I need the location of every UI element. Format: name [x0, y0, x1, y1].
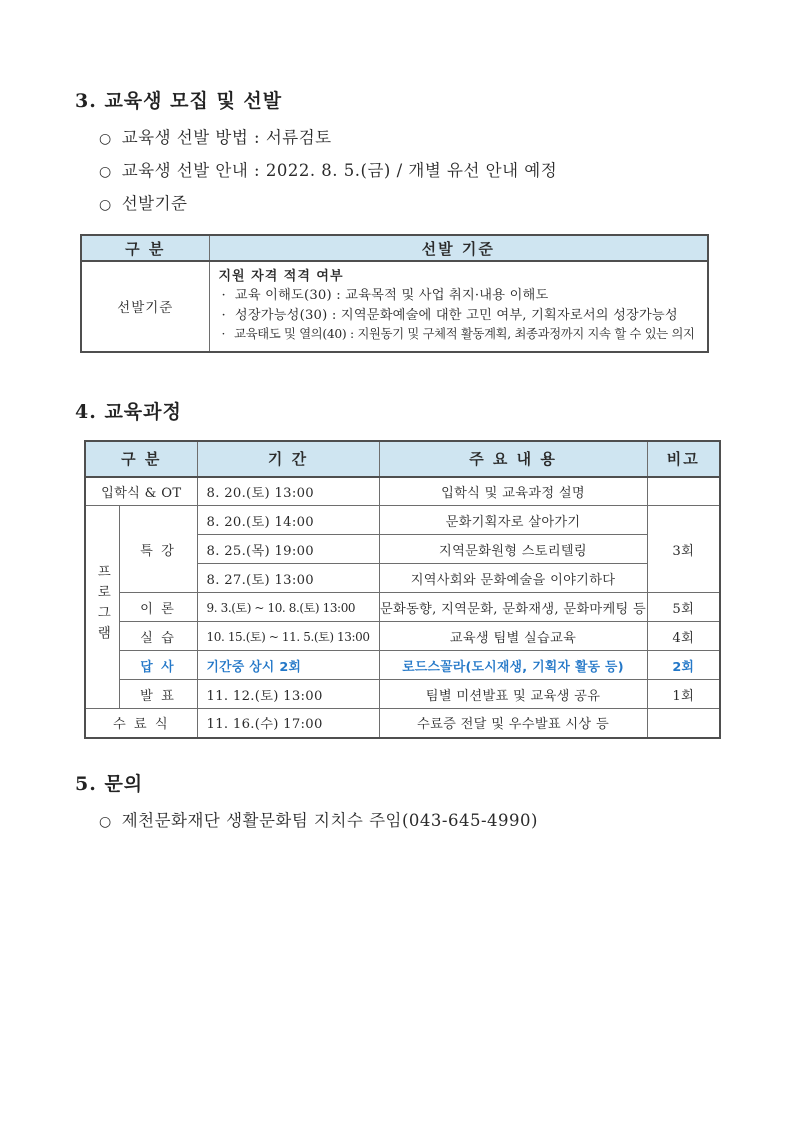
selection-criteria-table	[80, 234, 709, 353]
row-theory	[85, 593, 720, 622]
row-lecture-1	[85, 506, 720, 535]
row-completion-ceremony	[85, 709, 720, 738]
circle-bullet-icon: ○	[99, 131, 112, 147]
bullet-text: 선발기준	[121, 194, 188, 213]
dot-bullet-icon: ·	[221, 307, 226, 323]
content-cell: 교육생 팀별 실습교육	[379, 622, 647, 651]
section4-heading: 4. 교육과정	[75, 400, 182, 423]
header-category: 구 분	[81, 235, 209, 261]
period-cell: 기간중 상시 2회	[197, 651, 379, 680]
content-cell: 로드스꼴라(도시재생, 기획자 활동 등)	[379, 651, 647, 680]
table-header-row	[85, 441, 720, 477]
circle-bullet-icon: ○	[99, 197, 112, 213]
period-cell: 8. 20.(토) 14:00	[197, 506, 379, 535]
content-cell: 입학식 및 교육과정 설명	[379, 477, 647, 506]
content-cell: 지역문화원형 스토리텔링	[379, 535, 647, 564]
header-note: 비고	[647, 441, 720, 477]
criteria-item	[219, 286, 699, 306]
bullet-selection-notice	[99, 155, 722, 188]
note-cell: 5회	[647, 593, 720, 622]
row-label: 답 사	[119, 651, 197, 680]
dot-bullet-icon: ·	[221, 327, 226, 341]
note-cell: 2회	[647, 651, 720, 680]
header-criteria: 선발 기준	[209, 235, 708, 261]
row-label: 이 론	[119, 593, 197, 622]
content-cell: 수료증 전달 및 우수발표 시상 등	[379, 709, 647, 738]
content-cell: 팀별 미션발표 및 교육생 공유	[379, 680, 647, 709]
row-presentation	[85, 680, 720, 709]
bullet-selection-criteria	[99, 188, 722, 221]
program-vertical-label: 프로그램	[94, 564, 111, 646]
curriculum-table	[84, 440, 721, 739]
table-header-row	[81, 235, 708, 261]
period-cell: 11. 12.(토) 13:00	[197, 680, 379, 709]
header-category: 구 분	[85, 441, 197, 477]
criteria-item	[219, 306, 699, 326]
circle-bullet-icon: ○	[99, 813, 112, 830]
table-row	[81, 261, 708, 352]
period-cell: 10. 15.(토) ~ 11. 5.(토) 13:00	[197, 622, 379, 651]
row-label: 발 표	[119, 680, 197, 709]
row-field-trip	[85, 651, 720, 680]
bullet-text: 교육생 선발 방법 : 서류검토	[121, 128, 332, 147]
criteria-item-text: 교육 이해도(30) : 교육목적 및 사업 취지·내용 이해도	[234, 288, 549, 303]
bullet-contact	[99, 805, 722, 838]
period-cell: 8. 25.(목) 19:00	[197, 535, 379, 564]
period-cell: 8. 27.(토) 13:00	[197, 564, 379, 593]
content-cell: 지역사회와 문화예술을 이야기하다	[379, 564, 647, 593]
criteria-cell	[209, 261, 708, 352]
row-label: 입학식 & OT	[85, 477, 197, 506]
period-cell: 11. 16.(수) 17:00	[197, 709, 379, 738]
period-cell: 8. 20.(토) 13:00	[197, 477, 379, 506]
criteria-item	[219, 325, 699, 345]
header-period: 기 간	[197, 441, 379, 477]
bullet-selection-method	[99, 122, 722, 155]
row-label: 실 습	[119, 622, 197, 651]
note-cell: 3회	[647, 506, 720, 593]
row-label: 수 료 식	[85, 709, 197, 738]
period-cell: 9. 3.(토) ~ 10. 8.(토) 13:00	[197, 593, 379, 622]
section5-heading: 5. 문의	[75, 772, 144, 795]
note-cell: 1회	[647, 680, 720, 709]
row-label: 특 강	[119, 506, 197, 593]
dot-bullet-icon: ·	[221, 288, 226, 303]
criteria-item-text: 교육태도 및 열의(40) : 지원동기 및 구체적 활동계획, 최종과정까지 지속 할 수 있는 의지	[234, 327, 695, 341]
program-group-cell	[85, 506, 119, 709]
circle-bullet-icon: ○	[99, 164, 112, 180]
content-cell: 문화기획자로 살아가기	[379, 506, 647, 535]
criteria-item-text: 성장가능성(30) : 지역문화예술에 대한 고민 여부, 기획자로서의 성장가능성	[234, 307, 678, 323]
section5-bullets	[99, 805, 722, 838]
row-practice	[85, 622, 720, 651]
bullet-text: 교육생 선발 안내 : 2022. 8. 5.(금) / 개별 유선 안내 예정	[121, 161, 558, 180]
contact-text: 제천문화재단 생활문화팀 지치수 주임(043-645-4990)	[121, 810, 538, 830]
note-cell	[647, 477, 720, 506]
note-cell: 4회	[647, 622, 720, 651]
header-content: 주 요 내 용	[379, 441, 647, 477]
section3-heading: 3. 교육생 모집 및 선발	[75, 90, 283, 112]
content-cell: 문화동향, 지역문화, 문화재생, 문화마케팅 등	[379, 593, 647, 622]
note-cell	[647, 709, 720, 738]
criteria-row-label: 선발기준	[81, 261, 209, 352]
row-entrance-ceremony	[85, 477, 720, 506]
section3-bullets	[99, 122, 722, 221]
criteria-title: 지원 자격 적격 여부	[218, 269, 344, 284]
